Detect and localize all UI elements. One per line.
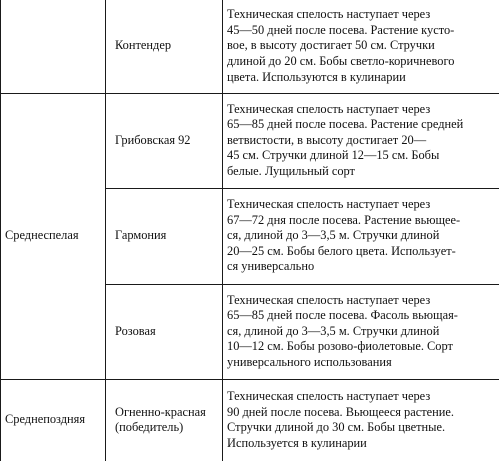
description-line: 90 дней после посева. Вьющееся растение. [227,404,455,419]
description-line: цвета. Используются в кулинарии [227,69,406,84]
variety-name-cell [106,379,223,461]
variety-description-cell [223,0,499,93]
description-line: длиной до 20 см. Бобы светло-коричневого [227,54,455,69]
ripeness-group-cell [1,93,106,379]
description-line: универсального использования [227,354,392,369]
variety-name: Розовая [115,323,156,338]
variety-name: (победитель) [115,420,184,435]
description-line: Техническая спелость наступает через [227,197,431,212]
variety-name: Огненно-красная [115,404,206,419]
ripeness-group-cell [1,0,106,93]
variety-description-cell [223,284,499,379]
ripeness-group-label: Среднеспелая [5,228,79,243]
ripeness-group-cell [1,379,106,461]
variety-name-cell [106,284,223,379]
variety-description-cell [223,93,499,188]
variety-description-cell [223,188,499,284]
description-line: 45 см. Стручки длиной 12—15 см. Бобы [227,148,440,163]
variety-name-cell [106,188,223,284]
description-line: 65—85 дней после посева. Фасоль вьющая- [227,308,458,323]
description-line: ся, длиной до 3—3,5 м. Стручки длиной [227,228,440,243]
variety-name: Гармония [115,228,167,243]
variety-name-cell [106,93,223,188]
table-row [1,93,499,188]
description-line: Стручки длиной до 30 см. Бобы цветные. [227,420,446,435]
description-line: ся, длиной до 3—3,5 м. Стручки длиной [227,323,440,338]
description-line: 10—12 см. Бобы розово-фиолетовые. Сорт [227,339,453,354]
description-line: ся универсально [227,259,315,274]
description-line: ветвистости, в высоту достигает 20— [227,132,427,147]
description-line: 67—72 дня после посева. Растение вьющее- [227,212,461,227]
table-row [1,0,499,93]
description-line: 20—25 см. Бобы белого цвета. Использует- [227,243,456,258]
description-line: 65—85 дней после посева. Растение средней [227,117,464,132]
description-line: Используется в кулинарии [227,435,367,450]
description-line: вое, в высоту достигает 50 см. Стручки [227,38,435,53]
table-row [1,379,499,461]
ripeness-group-label: Среднепоздняя [5,412,86,427]
variety-name-cell [106,0,223,93]
description-line: Техническая спелость наступает через [227,7,431,22]
description-line: Техническая спелость наступает через [227,292,431,307]
description-line: Техническая спелость наступает через [227,101,431,116]
variety-name: Контендер [115,38,172,53]
variety-description-cell [223,379,499,461]
description-line: Техническая спелость наступает через [227,389,431,404]
variety-name: Грибовская 92 [115,132,191,147]
description-line: 45—50 дней после посева. Растение кусто- [227,22,455,37]
description-line: белые. Лущильный сорт [227,163,355,178]
